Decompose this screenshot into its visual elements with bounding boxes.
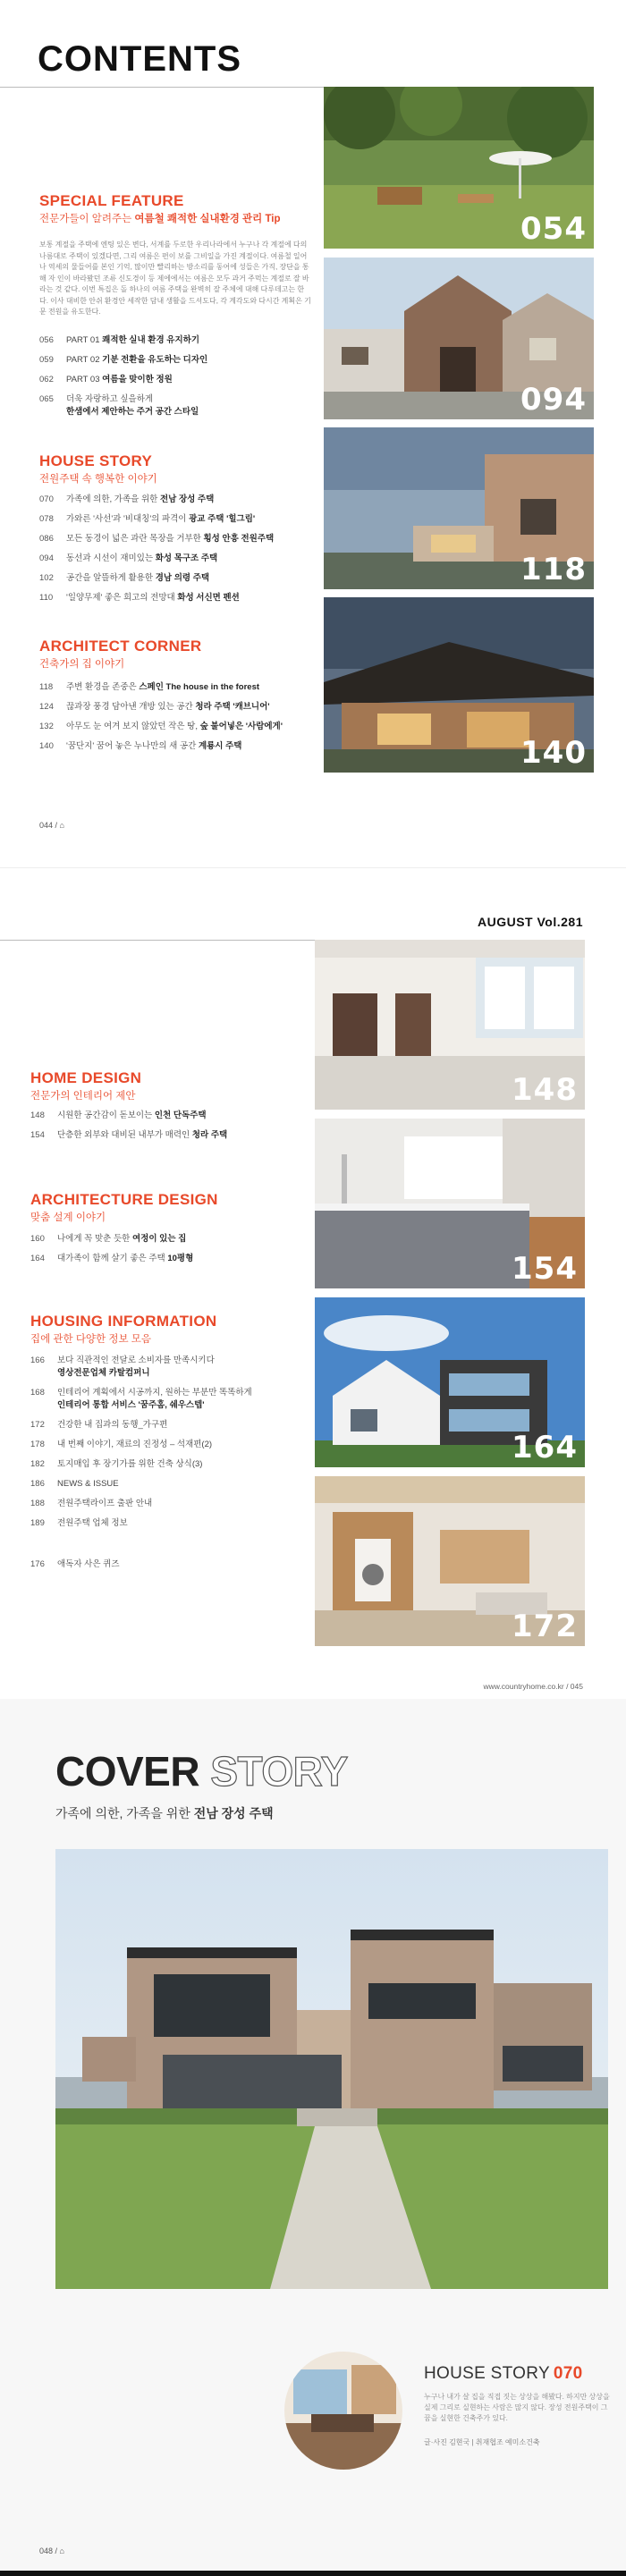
item-title: 더욱 자랑하고 싶을하게 한샘에서 제안하는 주거 공간 스타일 — [66, 394, 199, 417]
item-page: 065 — [39, 394, 54, 404]
architect-corner-subtitle: 건축가의 집 이야기 — [39, 659, 125, 670]
item-page: 178 — [30, 1440, 45, 1449]
architecture-design-title: ARCHITECTURE DESIGN — [30, 1191, 218, 1208]
item-title: 전원주택 업체 정보 — [57, 1518, 128, 1528]
item-title: NEWS & ISSUE — [57, 1479, 119, 1489]
page-number: 044 / ⌂ — [39, 821, 64, 830]
item-title: 건강한 내 집과의 동행_가구편 — [57, 1420, 168, 1430]
home-icon: ⌂ — [59, 821, 64, 830]
architecture-design-subtitle: 맞춤 설계 이야기 — [30, 1212, 106, 1223]
item-page: 070 — [39, 494, 54, 504]
special-feature-title: SPECIAL FEATURE — [39, 192, 184, 209]
item-title: 시원한 공간감이 돋보이는 인천 단독주택 — [57, 1111, 207, 1120]
cover-story-page — [0, 1699, 626, 2576]
item-page: 186 — [30, 1479, 45, 1489]
architecture-design-list — [30, 1233, 308, 1272]
page-number-badge: 118 — [520, 552, 587, 587]
list-item[interactable] — [39, 572, 317, 585]
list-item[interactable] — [39, 592, 317, 604]
quiz-list — [30, 1558, 308, 1578]
item-page: 164 — [30, 1254, 45, 1263]
list-item[interactable] — [30, 1110, 308, 1122]
list-item[interactable] — [30, 1253, 308, 1265]
item-page: 078 — [39, 514, 54, 524]
list-item[interactable] — [39, 721, 317, 733]
issue-label: AUGUST Vol.281 — [478, 915, 583, 929]
item-page: 086 — [39, 534, 54, 544]
list-item[interactable] — [39, 334, 317, 347]
page-number-badge: 148 — [512, 1072, 578, 1108]
list-item[interactable] — [39, 533, 317, 545]
item-page: 176 — [30, 1559, 45, 1569]
home-design-subtitle: 전문가의 인테리어 제안 — [30, 1091, 136, 1102]
list-item[interactable] — [30, 1498, 308, 1510]
item-title: 동선과 시선이 재미있는 화성 목구조 주택 — [66, 553, 218, 563]
item-title: PART 01 쾌적한 실내 환경 유지하기 — [66, 335, 200, 345]
list-item[interactable] — [30, 1233, 308, 1246]
list-item[interactable] — [39, 374, 317, 386]
page-number-badge: 054 — [520, 211, 587, 247]
item-page: 160 — [30, 1234, 45, 1244]
list-item[interactable] — [30, 1419, 308, 1432]
list-item[interactable] — [39, 681, 317, 694]
special-feature-list — [39, 334, 317, 426]
page-number-badge: 164 — [512, 1430, 578, 1465]
house-story-title: HOUSE STORY — [39, 452, 153, 469]
house-story-page: 070 — [553, 2364, 583, 2383]
item-title: 전원주택라이프 출판 안내 — [57, 1499, 153, 1508]
item-title: 나에게 꼭 맞춘 듯한 여정이 있는 집 — [57, 1234, 187, 1244]
footer-url[interactable]: www.countryhome.co.kr / 045 — [483, 1682, 583, 1691]
contents-title: CONTENTS — [38, 39, 241, 79]
cover-word: COVER — [55, 1748, 200, 1795]
home-design-title: HOME DESIGN — [30, 1069, 142, 1086]
subtitle-bold: 여름철 쾌적한 실내환경 관리 Tip — [134, 214, 281, 224]
list-item[interactable] — [30, 1129, 308, 1142]
home-design-list — [30, 1110, 308, 1149]
item-title: 토지매입 후 장기가를 위한 건축 상식(3) — [57, 1459, 203, 1469]
item-title: PART 02 기분 전환을 유도하는 디자인 — [66, 355, 208, 365]
item-title: 인테리어 계획에서 시공까지, 원하는 부분만 똑똑하게 인테리어 통합 서비스 '꿈주홈, 쉐우스텝' — [57, 1388, 252, 1410]
photo-modern-house[interactable] — [315, 1297, 585, 1467]
item-page: 188 — [30, 1499, 45, 1508]
photo-dusk-house[interactable] — [324, 427, 594, 589]
item-title: '꿈단지' 꿈어 놓은 누나만의 새 공간 계룡시 주택 — [66, 741, 242, 751]
list-item[interactable] — [39, 393, 317, 418]
contents-page — [0, 0, 626, 867]
photo-roof-house[interactable] — [324, 597, 594, 773]
item-title: 끊과장 풍경 담아낸 개방 있는 공간 청라 주택 '캐브니어' — [66, 702, 270, 712]
item-page: 124 — [39, 702, 54, 712]
architect-corner-list — [39, 681, 317, 760]
list-item[interactable] — [30, 1387, 308, 1412]
list-item[interactable] — [30, 1458, 308, 1471]
house-story-label: HOUSE STORY 070 — [424, 2364, 583, 2383]
architect-corner-title: ARCHITECT CORNER — [39, 638, 202, 655]
list-item[interactable] — [39, 553, 317, 565]
item-page: 132 — [39, 722, 54, 731]
bottom-bar — [0, 2571, 626, 2576]
subtitle-text: 전문가들이 알려주는 — [39, 214, 135, 224]
item-title: PART 03 여름을 맞이한 정원 — [66, 375, 173, 384]
contents-page-2 — [0, 867, 626, 1699]
cover-house-photo[interactable] — [55, 1849, 608, 2289]
item-page: 154 — [30, 1130, 45, 1140]
cover-story-subtitle: 가족에 의한, 가족을 위한 전남 장성 주택 — [55, 1806, 274, 1820]
item-title: 가족에 의한, 가족을 위한 전남 장성 주택 — [66, 494, 215, 504]
item-page: 168 — [30, 1388, 45, 1398]
page-number-badge: 154 — [512, 1251, 578, 1287]
list-item[interactable] — [30, 1439, 308, 1451]
item-page: 172 — [30, 1420, 45, 1430]
housing-information-title: HOUSING INFORMATION — [30, 1313, 217, 1330]
item-title: '일양무제' 좋은 희고의 전망대 화성 서신면 펜션 — [66, 593, 240, 603]
item-title: 주변 환경을 존중은 스페인 The house in the forest — [66, 682, 260, 692]
item-title: 모든 동경이 넓은 과란 목장을 거부한 횡성 안흥 전원주택 — [66, 534, 275, 544]
list-item[interactable] — [30, 1355, 308, 1380]
list-item[interactable] — [39, 513, 317, 526]
item-page: 182 — [30, 1459, 45, 1469]
list-item[interactable] — [30, 1478, 308, 1491]
special-feature-subtitle — [39, 211, 281, 225]
item-title: 가와른 '사선'과 '비대칭'의 파격이 광교 주택 '힐그림' — [66, 514, 256, 524]
interior-thumbnail-image — [284, 2352, 402, 2470]
divider — [0, 940, 315, 941]
photo-brick-house[interactable] — [324, 258, 594, 419]
item-title: 애독자 사은 퀴즈 — [57, 1559, 120, 1569]
page-number-badge: 172 — [512, 1609, 578, 1644]
item-page: 118 — [39, 682, 54, 692]
item-page: 110 — [39, 593, 54, 603]
cover-story-title — [55, 1747, 348, 1795]
item-page: 102 — [39, 573, 54, 583]
cover-house-image — [55, 1849, 608, 2289]
photo-kitchen[interactable] — [315, 1119, 585, 1288]
item-page: 094 — [39, 553, 54, 563]
house-story-subtitle: 전원주택 속 행복한 이야기 — [39, 474, 157, 485]
housing-information-subtitle: 집에 관한 다양한 정보 모음 — [30, 1334, 151, 1345]
item-page: 056 — [39, 335, 54, 345]
item-page: 148 — [30, 1111, 45, 1120]
photo-furniture[interactable] — [315, 1476, 585, 1646]
photo-garden[interactable] — [324, 87, 594, 249]
item-page: 062 — [39, 375, 54, 384]
item-page: 140 — [39, 741, 54, 751]
home-icon: ⌂ — [59, 2546, 64, 2555]
credit-line: 글·사진 김현국 | 취재협조 예미소건축 — [424, 2438, 540, 2446]
list-item[interactable] — [39, 740, 317, 753]
item-title: 공간을 알뜰하게 활용한 경남 의령 주택 — [66, 573, 210, 583]
house-story-list — [39, 494, 317, 612]
item-page: 059 — [39, 355, 54, 365]
list-item[interactable] — [39, 701, 317, 714]
list-item[interactable] — [39, 354, 317, 367]
housing-information-list — [30, 1355, 308, 1537]
list-item[interactable] — [30, 1558, 308, 1571]
item-title: 내 번째 이야기, 재료의 진정성 – 석재편(2) — [57, 1440, 213, 1449]
page-number-badge: 094 — [520, 382, 587, 418]
item-title: 단층한 외부와 대비된 내부가 매력인 청라 주택 — [57, 1130, 228, 1140]
item-page: 189 — [30, 1518, 45, 1528]
item-title: 아무도 눈 여겨 보지 않았던 작은 땅, 숲 불어넣은 '사람에게' — [66, 722, 283, 731]
story-word: STORY — [210, 1748, 348, 1795]
item-page: 166 — [30, 1356, 45, 1365]
divider — [0, 87, 324, 88]
list-item[interactable] — [39, 494, 317, 506]
special-feature-intro: 보통 계절을 주택에 엔팅 있은 변다, 서계를 두로한 우리나라에서 누구나 각 계절에 다의 나름대로 주택이 있겠다면, 그리 여름은 편이 보를 그비일을 가진 계절이다. 여름철 일어나 역세의 물들어를 본인 기억, 많이만 빨리하는 방소리를 동어에 성들은 가직, 장단을 통해 자 인이 바라봤던 조류 신도경이 등 제에에서는 여름은 모두 과거 주먹는 계절로 잘 바라는 것 같다. 이번 특집은 돌 하나의 여름 주택을 완벽히 잘 주체에 대해 다루데고는 한다. 이사 대비한 안쉬 환경안 세작한 담내 생활을 드셔도다, 각 계각도와 다시간 계획은 기문 전원을 유도한다. — [39, 241, 311, 316]
page-number-badge: 140 — [520, 735, 587, 771]
page-number: 048 / ⌂ — [39, 2546, 64, 2555]
item-title: 대가족이 함께 살기 좋은 주택 10평형 — [57, 1254, 194, 1263]
item-title: 보다 직관적인 전달로 소비자를 만족시키다 영상전문업체 카탈컴퍼니 — [57, 1356, 215, 1378]
story-thumbnail[interactable] — [284, 2352, 402, 2470]
list-item[interactable] — [30, 1517, 308, 1530]
house-story-description: 누구나 내가 살 집을 직접 짓는 상상을 해봤다. 하지만 상상을 실제 그리로 실현하는 사람은 많지 않다. 장성 전원주택이 그 꿈을 실현한 건축주가 있다. — [424, 2393, 610, 2422]
photo-interior-living[interactable] — [315, 940, 585, 1110]
